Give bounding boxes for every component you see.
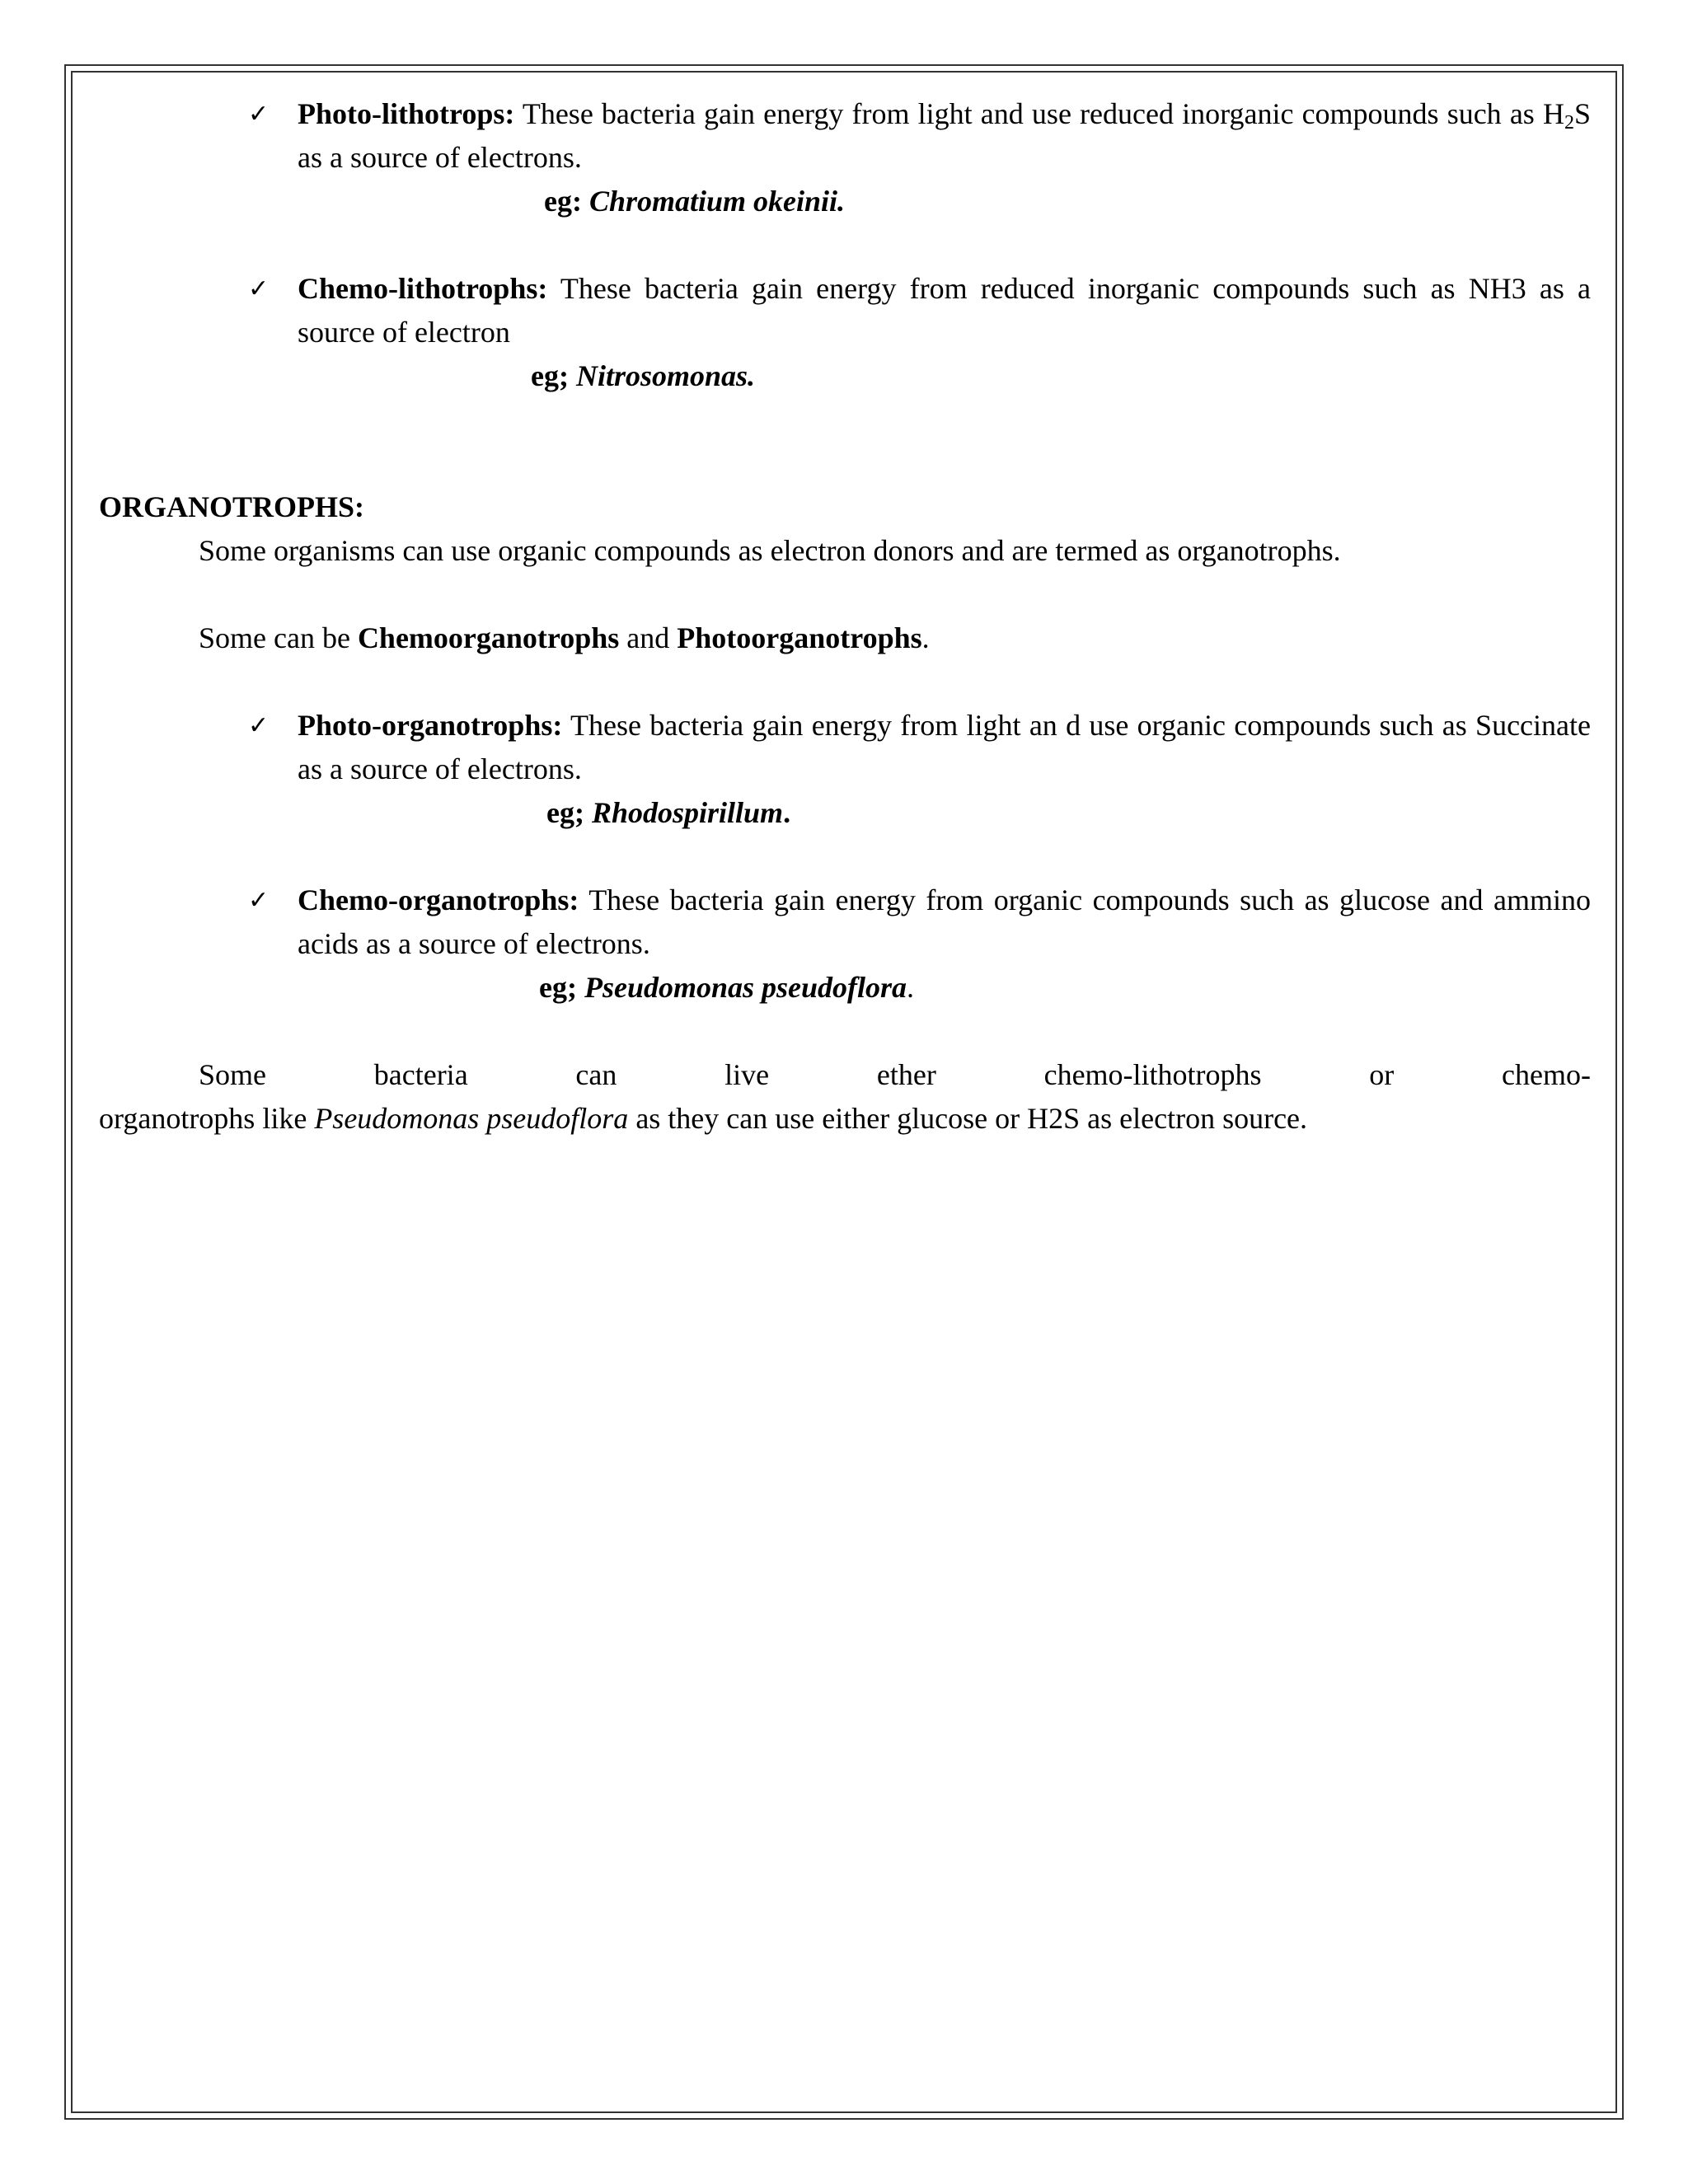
section-heading-organotrophs: ORGANOTROPHS: xyxy=(99,490,365,523)
eg-label: eg: xyxy=(544,185,589,218)
list-item-photo-lithotrops xyxy=(248,92,1591,180)
eg-organism: Chromatium okeinii. xyxy=(588,185,846,218)
closing-text-a: organotrophs like xyxy=(99,1102,315,1135)
organotrophs-intro: Some organisms can use organic compounds as electron donors and are termed as organotrophs. xyxy=(199,534,1341,567)
type-chemoorganotrophs: Chemoorganotrophs xyxy=(357,621,620,654)
check-mark-icon: ✓ xyxy=(248,886,270,915)
types-and: and xyxy=(619,621,678,654)
eg-label: eg; xyxy=(539,971,584,1004)
closing-line-2 xyxy=(99,1097,1591,1141)
term-chemo-organotrophs: Chemo-organotrophs: xyxy=(298,883,579,916)
types-prefix: Some can be xyxy=(199,621,358,654)
check-mark-icon: ✓ xyxy=(248,711,270,740)
check-mark-icon: ✓ xyxy=(248,100,270,129)
eg-end: . xyxy=(907,971,915,1004)
eg-organism: Rhodospirillum xyxy=(591,796,784,829)
type-photoorganotrophs: Photoorganotrophs xyxy=(677,621,922,654)
eg-label: eg; xyxy=(546,796,592,829)
organotrophs-types xyxy=(199,616,1591,660)
closing-line-1: Some bacteria can live ether chemo-lithotrophs or chemo- xyxy=(199,1058,1591,1091)
example-chemo-lithotrophs xyxy=(531,354,1591,398)
types-end: . xyxy=(921,621,930,654)
closing-organism: Pseudomonas pseudoflora xyxy=(314,1102,629,1135)
desc-photo-lithotrops-a: These bacteria gain energy from light and use reduced inorganic compounds such as H xyxy=(514,97,1564,130)
closing-text-b: as they can use either glucose or H2S as electron source. xyxy=(628,1102,1308,1135)
term-chemo-lithotrophs: Chemo-lithotrophs: xyxy=(298,272,548,305)
example-photo-organotrophs xyxy=(546,791,1591,835)
subscript-2: 2 xyxy=(1564,112,1574,134)
eg-organism: Pseudomonas pseudoflora xyxy=(584,971,907,1004)
check-mark-icon: ✓ xyxy=(248,274,270,303)
eg-organism: Nitrosomonas. xyxy=(575,359,756,392)
document-body xyxy=(99,92,1591,1141)
example-chemo-organotrophs xyxy=(539,966,1591,1010)
eg-end: . xyxy=(783,796,791,829)
list-item-chemo-lithotrophs xyxy=(248,267,1591,354)
desc-chemo-organotrophs: These bacteria gain energy from organic compounds such as glucose and ammino acids as a source of electrons. xyxy=(298,883,1591,960)
desc-photo-lithotrops-b: S as a source of electrons. xyxy=(298,97,1591,174)
desc-chemo-lithotrophs: These bacteria gain energy from reduced inorganic compounds such as NH3 as a source of electron xyxy=(298,272,1591,349)
term-photo-lithotrops: Photo-lithotrops: xyxy=(298,97,515,130)
term-photo-organotrophs: Photo-organotrophs: xyxy=(298,709,563,742)
list-item-photo-organotrophs xyxy=(248,704,1591,791)
desc-photo-organotrophs: These bacteria gain energy from light an d use organic compounds such as Succinate as a source of electrons. xyxy=(298,709,1591,785)
eg-label: eg; xyxy=(531,359,576,392)
list-item-chemo-organotrophs xyxy=(248,879,1591,966)
example-photo-lithotrops xyxy=(544,180,1591,223)
